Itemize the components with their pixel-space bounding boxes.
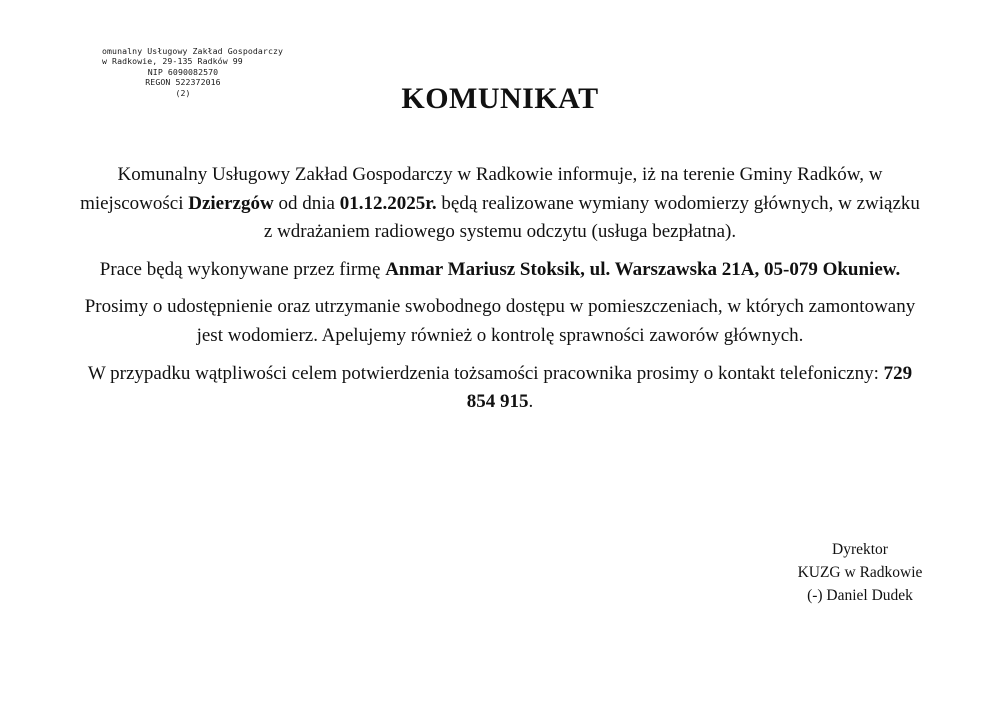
stamp-number: (2) [175, 87, 191, 98]
phone-number: 729 854 915 [466, 362, 913, 413]
document-title: KOMUNIKAT [401, 82, 599, 115]
paragraph-access-request: Prosimy o udostępnienie oraz utrzymanie swobodnego dostępu w pomieszczeniach, w których zamontowany jest wodomierz. Apelujemy również o kontrolę sprawności zaworów głównych. [84, 296, 916, 346]
paragraph1-text-3: będą realizowane wymiany wodomierzy głównych, w związku z wdrażaniem radiowego systemu odczytu (usługa bezpłatna). [263, 192, 920, 243]
signature-name: (-) Daniel Dudek [807, 587, 913, 604]
stamp-regon: REGON 522372016 [145, 77, 221, 88]
stamp-nip: NIP 6090082570 [147, 66, 219, 77]
paragraph1-text-2: od dnia [273, 192, 340, 214]
paragraph1-text-1: Komunalny Usługowy Zakład Gospodarczy w Radkowie informuje, iż na terenie Gminy Radków, w miejscowości [80, 164, 883, 214]
signature-role: Dyrektor [832, 541, 888, 558]
paragraph-announcement [80, 161, 920, 247]
document-body [80, 161, 920, 426]
paragraph-contractor [80, 256, 920, 285]
signature-organization: KUZG w Radkowie [797, 564, 923, 581]
paragraph-contact [80, 360, 920, 417]
stamp-address: w Radkowie, 29-135 Radków 99 [102, 56, 243, 67]
place-name: Dzierzgów [188, 192, 274, 214]
signature-block [760, 538, 960, 607]
paragraph2-text: Prace będą wykonywane przez firmę [99, 258, 386, 280]
stamp-company-name: omunalny Usługowy Zakład Gospodarczy [102, 46, 284, 56]
start-date: 01.12.2025r. [339, 192, 437, 214]
paragraph4-text-2: . [528, 391, 534, 413]
contractor-name: Anmar Mariusz Stoksik, ul. Warszawska 21A, 05-079 Okuniew. [385, 258, 901, 280]
paragraph4-text-1: W przypadku wątpliwości celem potwierdzenia tożsamości pracownika prosimy o kontakt telefoniczny: [87, 362, 884, 384]
